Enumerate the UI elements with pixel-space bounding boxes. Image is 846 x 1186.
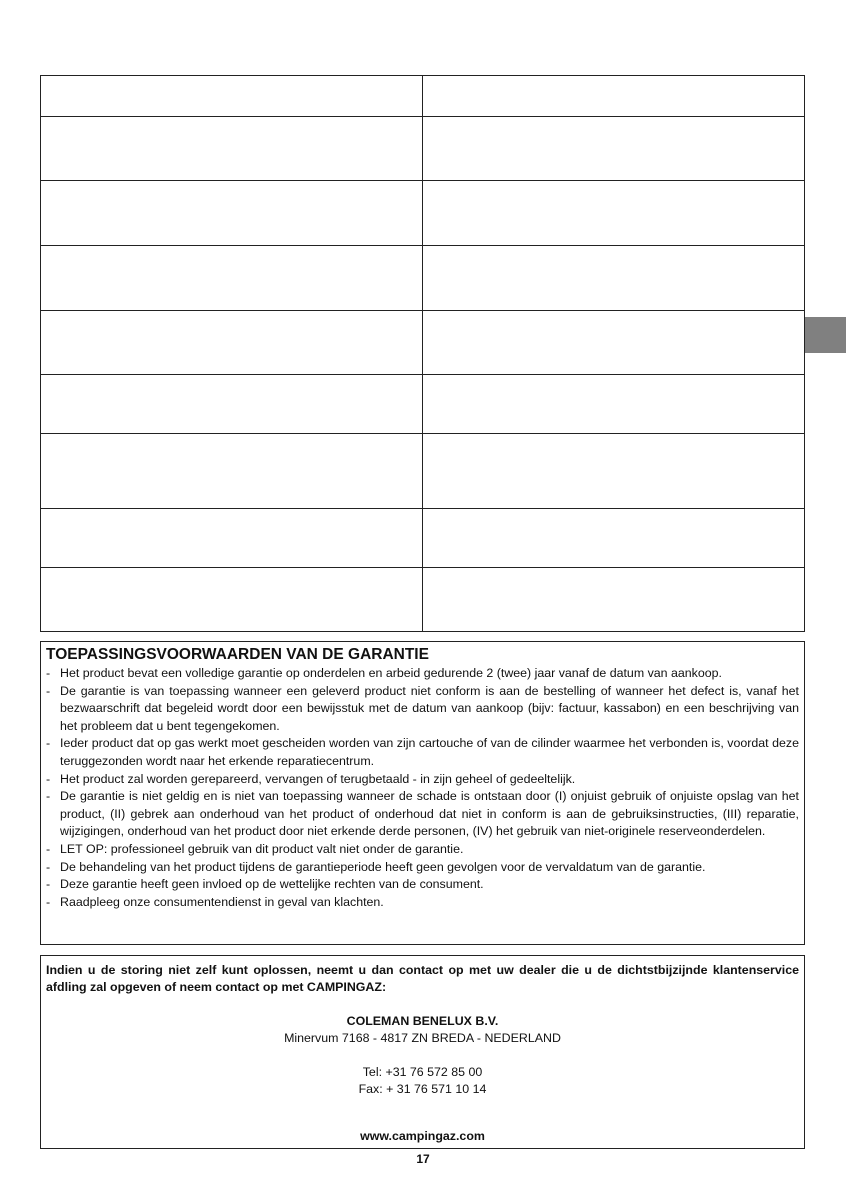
list-item: - Deze garantie heeft geen invloed op de wettelijke rechten van de consument. xyxy=(46,877,484,892)
table-cell xyxy=(41,311,423,375)
table-cell xyxy=(423,246,805,311)
list-item: - De garantie is niet geldig en is niet van toepassing wanneer de schade is ontstaan door (I) onjuist gebruik of onjuiste opslag van het product, (II) gebrek aan onderhoud van het product of onderhoud dat niet in conform is aan de gebruiksinstructies, (III) reparatie, wijzigingen, onderhoud van het product door niet erkende derde personen, (IV) het gebruik van niet-originele reserveonderdelen. xyxy=(46,789,799,839)
table-cell xyxy=(423,76,805,117)
table-cell xyxy=(41,509,423,568)
blank-grid-table xyxy=(40,75,805,632)
list-item: - LET OP: professioneel gebruik van dit product valt niet onder de garantie. xyxy=(46,841,464,856)
table-cell xyxy=(423,181,805,246)
table-cell xyxy=(41,568,423,632)
list-item: - Ieder product dat op gas werkt moet gescheiden worden van zijn cartouche of van de cilinder waarmee het verbonden is, voordat deze teruggezonden wordt naar het erkende reparatiecentrum. xyxy=(46,736,799,768)
table-cell xyxy=(423,509,805,568)
table-row xyxy=(41,181,805,246)
company-name: COLEMAN BENELUX B.V. xyxy=(346,1014,499,1028)
table-row xyxy=(41,434,805,509)
phone-number: Tel: +31 76 572 85 00 xyxy=(362,1065,483,1079)
table-cell xyxy=(423,375,805,434)
list-item: - Het product bevat een volledige garantie op onderdelen en arbeid gedurende 2 (twee) jaar vanaf de datum van aankoop. xyxy=(46,666,722,680)
table-row xyxy=(41,375,805,434)
table-row xyxy=(41,76,805,117)
table-cell xyxy=(41,246,423,311)
website-link[interactable]: www.campingaz.com xyxy=(360,1129,485,1143)
company-address: Minervum 7168 - 4817 ZN BREDA - NEDERLAND xyxy=(284,1031,561,1045)
table-cell xyxy=(41,76,423,117)
section-tab-marker xyxy=(805,317,846,353)
list-item: - De garantie is van toepassing wanneer een geleverd product niet conform is aan de bestelling of wanneer het defect is, vanaf het bezwaarschrift dat begeleid wordt door een bewijsstuk met de datum van aankoop (bijv: factuur, kassabon) en een beschrijving van het probleem dat u bent tegengekomen. xyxy=(46,683,799,733)
table-row xyxy=(41,311,805,375)
contact-intro: Indien u de storing niet zelf kunt oplossen, neemt u dan contact op met uw dealer die u de dichtstbijzijnde klantenservice afdling zal opgeven of neem contact op met CAMPINGAZ: xyxy=(46,963,799,994)
table-cell xyxy=(423,434,805,509)
table-cell xyxy=(41,434,423,509)
table-cell xyxy=(41,181,423,246)
table-row xyxy=(41,568,805,632)
list-item: - De behandeling van het product tijdens de garantieperiode heeft geen gevolgen voor de vervaldatum van de garantie. xyxy=(46,859,706,874)
list-item: - Het product zal worden gerepareerd, vervangen of terugbetaald - in zijn geheel of gedeeltelijk. xyxy=(46,771,576,786)
table-cell xyxy=(41,117,423,181)
warranty-list xyxy=(46,665,799,911)
table-row xyxy=(41,509,805,568)
table-row xyxy=(41,117,805,181)
table-cell xyxy=(423,311,805,375)
page-number: 17 xyxy=(416,1152,430,1166)
table-cell xyxy=(423,117,805,181)
table-cell xyxy=(423,568,805,632)
contact-box xyxy=(40,955,805,1149)
warranty-conditions-box xyxy=(40,641,805,945)
list-item: - Raadpleeg onze consumentendienst in geval van klachten. xyxy=(46,894,384,909)
table-row xyxy=(41,246,805,311)
warranty-title: TOEPASSINGSVOORWAARDEN VAN DE GARANTIE xyxy=(46,646,429,663)
table-cell xyxy=(41,375,423,434)
fax-number: Fax: + 31 76 571 10 14 xyxy=(358,1082,487,1096)
